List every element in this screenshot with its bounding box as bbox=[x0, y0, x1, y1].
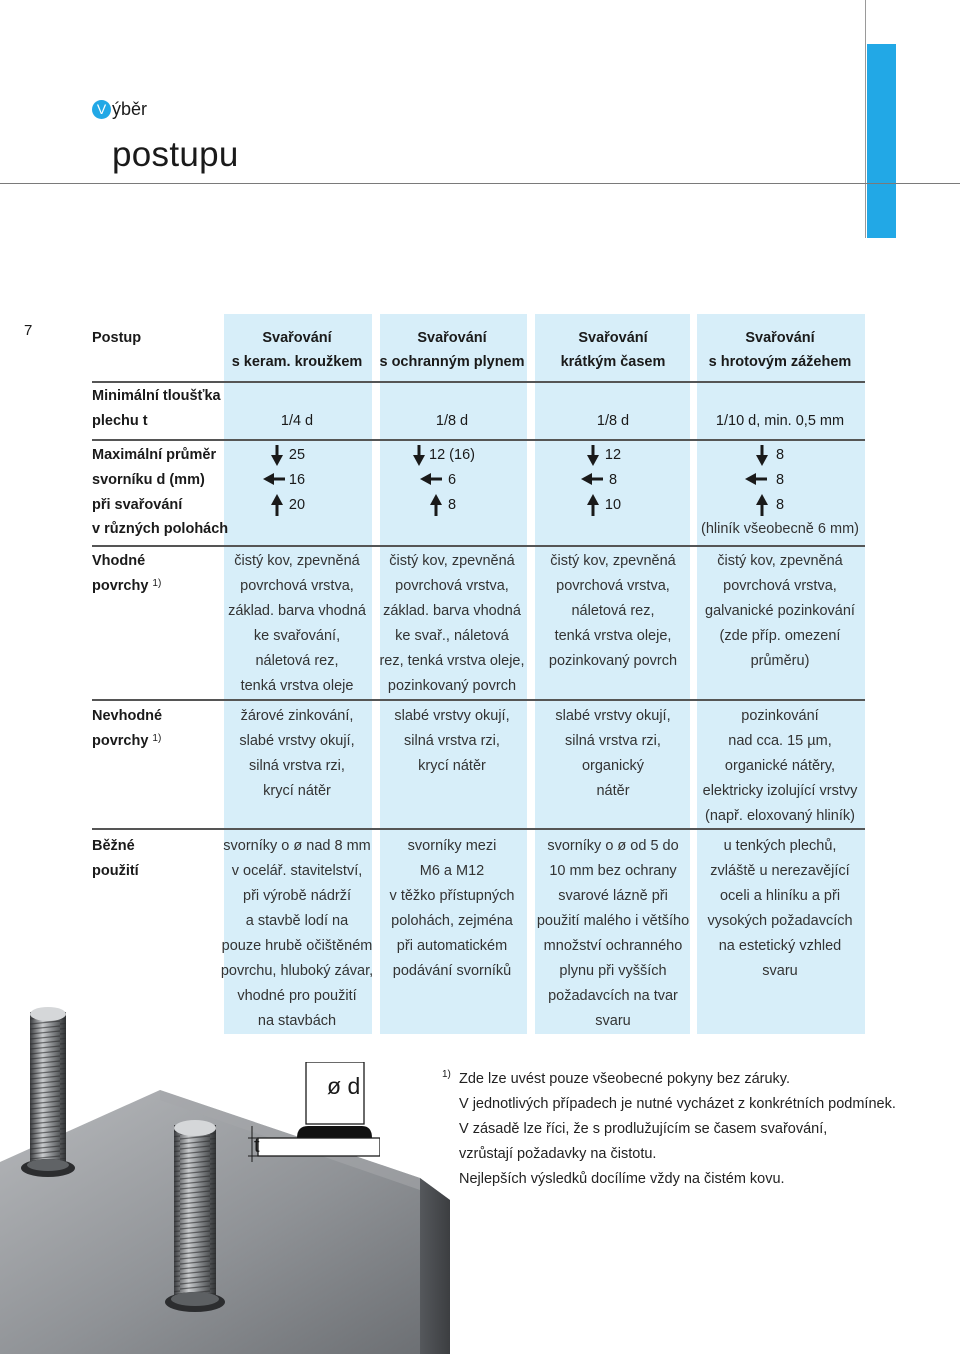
suitable-c2-l6: pozinkovaný povrch bbox=[387, 678, 517, 694]
max-diameter-c1-up: 20 bbox=[288, 497, 306, 513]
max-diameter-label-2: svorníku d (mm) bbox=[92, 472, 205, 488]
welded-studs-photo bbox=[0, 1000, 450, 1354]
section-tab-marker bbox=[867, 44, 896, 238]
suitable-c3-l2: povrchová vrstva, bbox=[556, 578, 670, 594]
min-thickness-value-1: 1/4 d bbox=[280, 413, 314, 429]
max-diameter-label-3: při svařování bbox=[92, 497, 183, 513]
unsuitable-label-2 bbox=[92, 732, 161, 750]
usage-c3-l5: množství ochranného bbox=[543, 938, 683, 954]
footnote-ref: 1) bbox=[152, 578, 162, 589]
arrow-up-icon bbox=[587, 494, 599, 516]
max-diameter-c2-side: 6 bbox=[447, 472, 457, 488]
column-header-4-line1: Svařování bbox=[745, 330, 815, 346]
suitable-c1-l1: čistý kov, zpevněná bbox=[234, 553, 360, 569]
usage-c4-l4: vysokých požadavcích bbox=[707, 913, 853, 929]
max-diameter-label-4: v různých polohách bbox=[92, 521, 229, 537]
unsuitable-c1-l2: slabé vrstvy okují, bbox=[239, 733, 355, 749]
header-vertical-line bbox=[865, 0, 866, 238]
min-thickness-label-2: plechu t bbox=[92, 413, 148, 429]
page-title: postupu bbox=[112, 135, 239, 174]
usage-c1-l7: vhodné pro použití bbox=[237, 988, 357, 1004]
min-thickness-label-1: Minimální tloušťka bbox=[92, 388, 221, 404]
usage-c4-l3: oceli a hliníku a při bbox=[719, 888, 841, 904]
suitable-c2-l2: povrchová vrstva, bbox=[395, 578, 509, 594]
section-initial-badge: V bbox=[92, 100, 111, 119]
max-diameter-c1-side: 16 bbox=[288, 472, 306, 488]
usage-c2-l1: svorníky mezi bbox=[407, 838, 497, 854]
footnote-marker: 1) bbox=[442, 1069, 451, 1080]
footnote-line-1: Zde lze uvést pouze všeobecné pokyny bez záruky. bbox=[459, 1071, 791, 1087]
page-number: 7 bbox=[24, 322, 33, 339]
suitable-c1-l2: povrchová vrstva, bbox=[240, 578, 354, 594]
column-header-3-line1: Svařování bbox=[578, 330, 648, 346]
usage-c1-l5: pouze hrubě očištěném bbox=[221, 938, 373, 954]
footnote-line-2: V jednotlivých případech je nutné vycházet z konkrétních podmínek. bbox=[459, 1096, 896, 1112]
max-diameter-c4-up: 8 bbox=[775, 497, 785, 513]
arrow-left-icon bbox=[420, 473, 442, 485]
usage-c2-l4: polohách, zejména bbox=[391, 913, 513, 929]
usage-c2-l6: podávání svorníků bbox=[392, 963, 512, 979]
max-diameter-label-1: Maximální průměr bbox=[92, 447, 217, 463]
arrow-up-icon bbox=[271, 494, 283, 516]
unsuitable-c1-l4: krycí nátěr bbox=[263, 783, 331, 799]
usage-c3-l1: svorníky o ø od 5 do bbox=[547, 838, 679, 854]
arrow-down-icon bbox=[756, 445, 768, 467]
arrow-down-icon bbox=[587, 445, 599, 467]
unsuitable-c4-l3: organické nátěry, bbox=[724, 758, 836, 774]
usage-c2-l5: při automatickém bbox=[396, 938, 508, 954]
min-thickness-value-4: 1/10 d, min. 0,5 mm bbox=[715, 413, 845, 429]
footnote-line-3: V zásadě lze říci, že s prodlužujícím se časem svařování, bbox=[459, 1121, 828, 1137]
max-diameter-c4-side: 8 bbox=[775, 472, 785, 488]
usage-c3-l4: použití malého i většího bbox=[536, 913, 690, 929]
row-separator bbox=[92, 699, 865, 701]
suitable-label-2 bbox=[92, 577, 161, 595]
max-diameter-c3-up: 10 bbox=[604, 497, 622, 513]
arrow-down-icon bbox=[413, 445, 425, 467]
suitable-c1-l4: ke svařování, bbox=[253, 628, 341, 644]
suitable-c1-l3: základ. barva vhodná bbox=[228, 603, 366, 619]
suitable-c4-l2: povrchová vrstva, bbox=[723, 578, 837, 594]
suitable-c3-l1: čistý kov, zpevněná bbox=[550, 553, 676, 569]
arrow-left-icon bbox=[581, 473, 603, 485]
row-separator bbox=[92, 381, 865, 383]
usage-c1-l8: na stavbách bbox=[257, 1013, 337, 1029]
row-separator bbox=[92, 545, 865, 547]
usage-c3-l2: 10 mm bez ochrany bbox=[549, 863, 677, 879]
table-header-label: Postup bbox=[92, 330, 142, 346]
unsuitable-c3-l2: silná vrstva rzi, bbox=[565, 733, 661, 749]
suitable-c4-l4: (zde příp. omezení bbox=[719, 628, 841, 644]
row-separator bbox=[92, 439, 865, 441]
suitable-c4-l5: průměru) bbox=[750, 653, 810, 669]
suitable-c4-l3: galvanické pozinkování bbox=[705, 603, 855, 619]
unsuitable-c2-l2: silná vrstva rzi, bbox=[404, 733, 500, 749]
diameter-label: ø d bbox=[327, 1073, 361, 1099]
suitable-c4-l1: čistý kov, zpevněná bbox=[717, 553, 843, 569]
arrow-left-icon bbox=[263, 473, 285, 485]
unsuitable-c4-l2: nad cca. 15 µm, bbox=[728, 733, 832, 749]
usage-c2-l3: v těžko přístupných bbox=[389, 888, 515, 904]
usage-c3-l6: plynu při vyšších bbox=[559, 963, 667, 979]
usage-c1-l3: při výrobě nádrží bbox=[243, 888, 351, 904]
max-diameter-c3-down: 12 bbox=[604, 447, 622, 463]
usage-label-2: použití bbox=[92, 863, 139, 879]
min-thickness-value-2: 1/8 d bbox=[435, 413, 469, 429]
suitable-c2-l3: základ. barva vhodná bbox=[383, 603, 521, 619]
footnote-line-4: vzrůstají požadavky na čistotu. bbox=[459, 1146, 657, 1162]
column-header-4-line2: s hrotovým zážehem bbox=[708, 354, 852, 370]
suitable-c3-l3: náletová rez, bbox=[571, 603, 655, 619]
thickness-label: t bbox=[254, 1135, 260, 1157]
suitable-c2-l1: čistý kov, zpevněná bbox=[389, 553, 515, 569]
suitable-c1-l6: tenká vrstva oleje bbox=[240, 678, 354, 694]
usage-c1-l4: a stavbě lodí na bbox=[245, 913, 349, 929]
section-label-rest: ýběr bbox=[112, 99, 148, 119]
suitable-c1-l5: náletová rez, bbox=[255, 653, 339, 669]
suitable-label-1: Vhodné bbox=[92, 553, 146, 569]
max-diameter-c2-down: 12 (16) bbox=[429, 447, 475, 463]
usage-c4-l2: zvláště u nerezavějící bbox=[710, 863, 850, 879]
unsuitable-c4-l1: pozinkování bbox=[741, 708, 819, 724]
usage-c4-l6: svaru bbox=[762, 963, 798, 979]
arrow-up-icon bbox=[756, 494, 768, 516]
min-thickness-value-3: 1/8 d bbox=[596, 413, 630, 429]
max-diameter-c2-up: 8 bbox=[447, 497, 457, 513]
row-separator bbox=[92, 828, 865, 830]
unsuitable-c1-l3: silná vrstva rzi, bbox=[249, 758, 345, 774]
max-diameter-note: (hliník všeobecně 6 mm) bbox=[701, 521, 859, 537]
unsuitable-label-text: povrchy bbox=[92, 733, 149, 749]
usage-c1-l6: povrchu, hluboký závar, bbox=[220, 963, 374, 979]
unsuitable-c2-l3: krycí nátěr bbox=[418, 758, 486, 774]
column-header-1-line2: s keram. kroužkem bbox=[231, 354, 363, 370]
footnote-line-5: Nejlepších výsledků docílíme vždy na čistém kovu. bbox=[459, 1171, 785, 1187]
suitable-c3-l5: pozinkovaný povrch bbox=[548, 653, 678, 669]
usage-c4-l1: u tenkých plechů, bbox=[723, 838, 837, 854]
column-header-3-line2: krátkým časem bbox=[560, 354, 666, 370]
header-rule bbox=[0, 183, 960, 184]
suitable-c2-l5: rez, tenká vrstva oleje, bbox=[379, 653, 525, 669]
max-diameter-c1-down: 25 bbox=[288, 447, 306, 463]
usage-c1-l1: svorníky o ø nad 8 mm bbox=[223, 838, 371, 854]
suitable-c3-l4: tenká vrstva oleje, bbox=[554, 628, 672, 644]
column-header-2-line1: Svařování bbox=[417, 330, 487, 346]
unsuitable-c4-l4: elektricky izolující vrstvy bbox=[702, 783, 858, 799]
max-diameter-c4-down: 8 bbox=[775, 447, 785, 463]
usage-label-1: Běžné bbox=[92, 838, 135, 854]
suitable-label-text: povrchy bbox=[92, 578, 149, 594]
footnote-ref: 1) bbox=[152, 733, 162, 744]
usage-c3-l8: svaru bbox=[595, 1013, 631, 1029]
arrow-down-icon bbox=[271, 445, 283, 467]
section-label bbox=[92, 99, 147, 120]
unsuitable-c3-l4: nátěr bbox=[596, 783, 630, 799]
unsuitable-c1-l1: žárové zinkování, bbox=[240, 708, 354, 724]
arrow-up-icon bbox=[430, 494, 442, 516]
unsuitable-c3-l1: slabé vrstvy okují, bbox=[555, 708, 671, 724]
suitable-c2-l4: ke svař., náletová bbox=[395, 628, 509, 644]
max-diameter-c3-side: 8 bbox=[608, 472, 618, 488]
unsuitable-label-1: Nevhodné bbox=[92, 708, 163, 724]
usage-c1-l2: v ocelář. stavitelství, bbox=[231, 863, 363, 879]
column-header-1-line1: Svařování bbox=[262, 330, 332, 346]
usage-c3-l7: požadavcích na tvar bbox=[548, 988, 678, 1004]
unsuitable-c3-l3: organický bbox=[581, 758, 645, 774]
column-header-2-line2: s ochranným plynem bbox=[379, 354, 525, 370]
unsuitable-c4-l5: (např. eloxovaný hliník) bbox=[705, 808, 855, 824]
unsuitable-c2-l1: slabé vrstvy okují, bbox=[394, 708, 510, 724]
usage-c4-l5: na estetický vzhled bbox=[718, 938, 842, 954]
arrow-left-icon bbox=[745, 473, 767, 485]
usage-c3-l3: svarové lázně při bbox=[558, 888, 668, 904]
usage-c2-l2: M6 a M12 bbox=[419, 863, 485, 879]
